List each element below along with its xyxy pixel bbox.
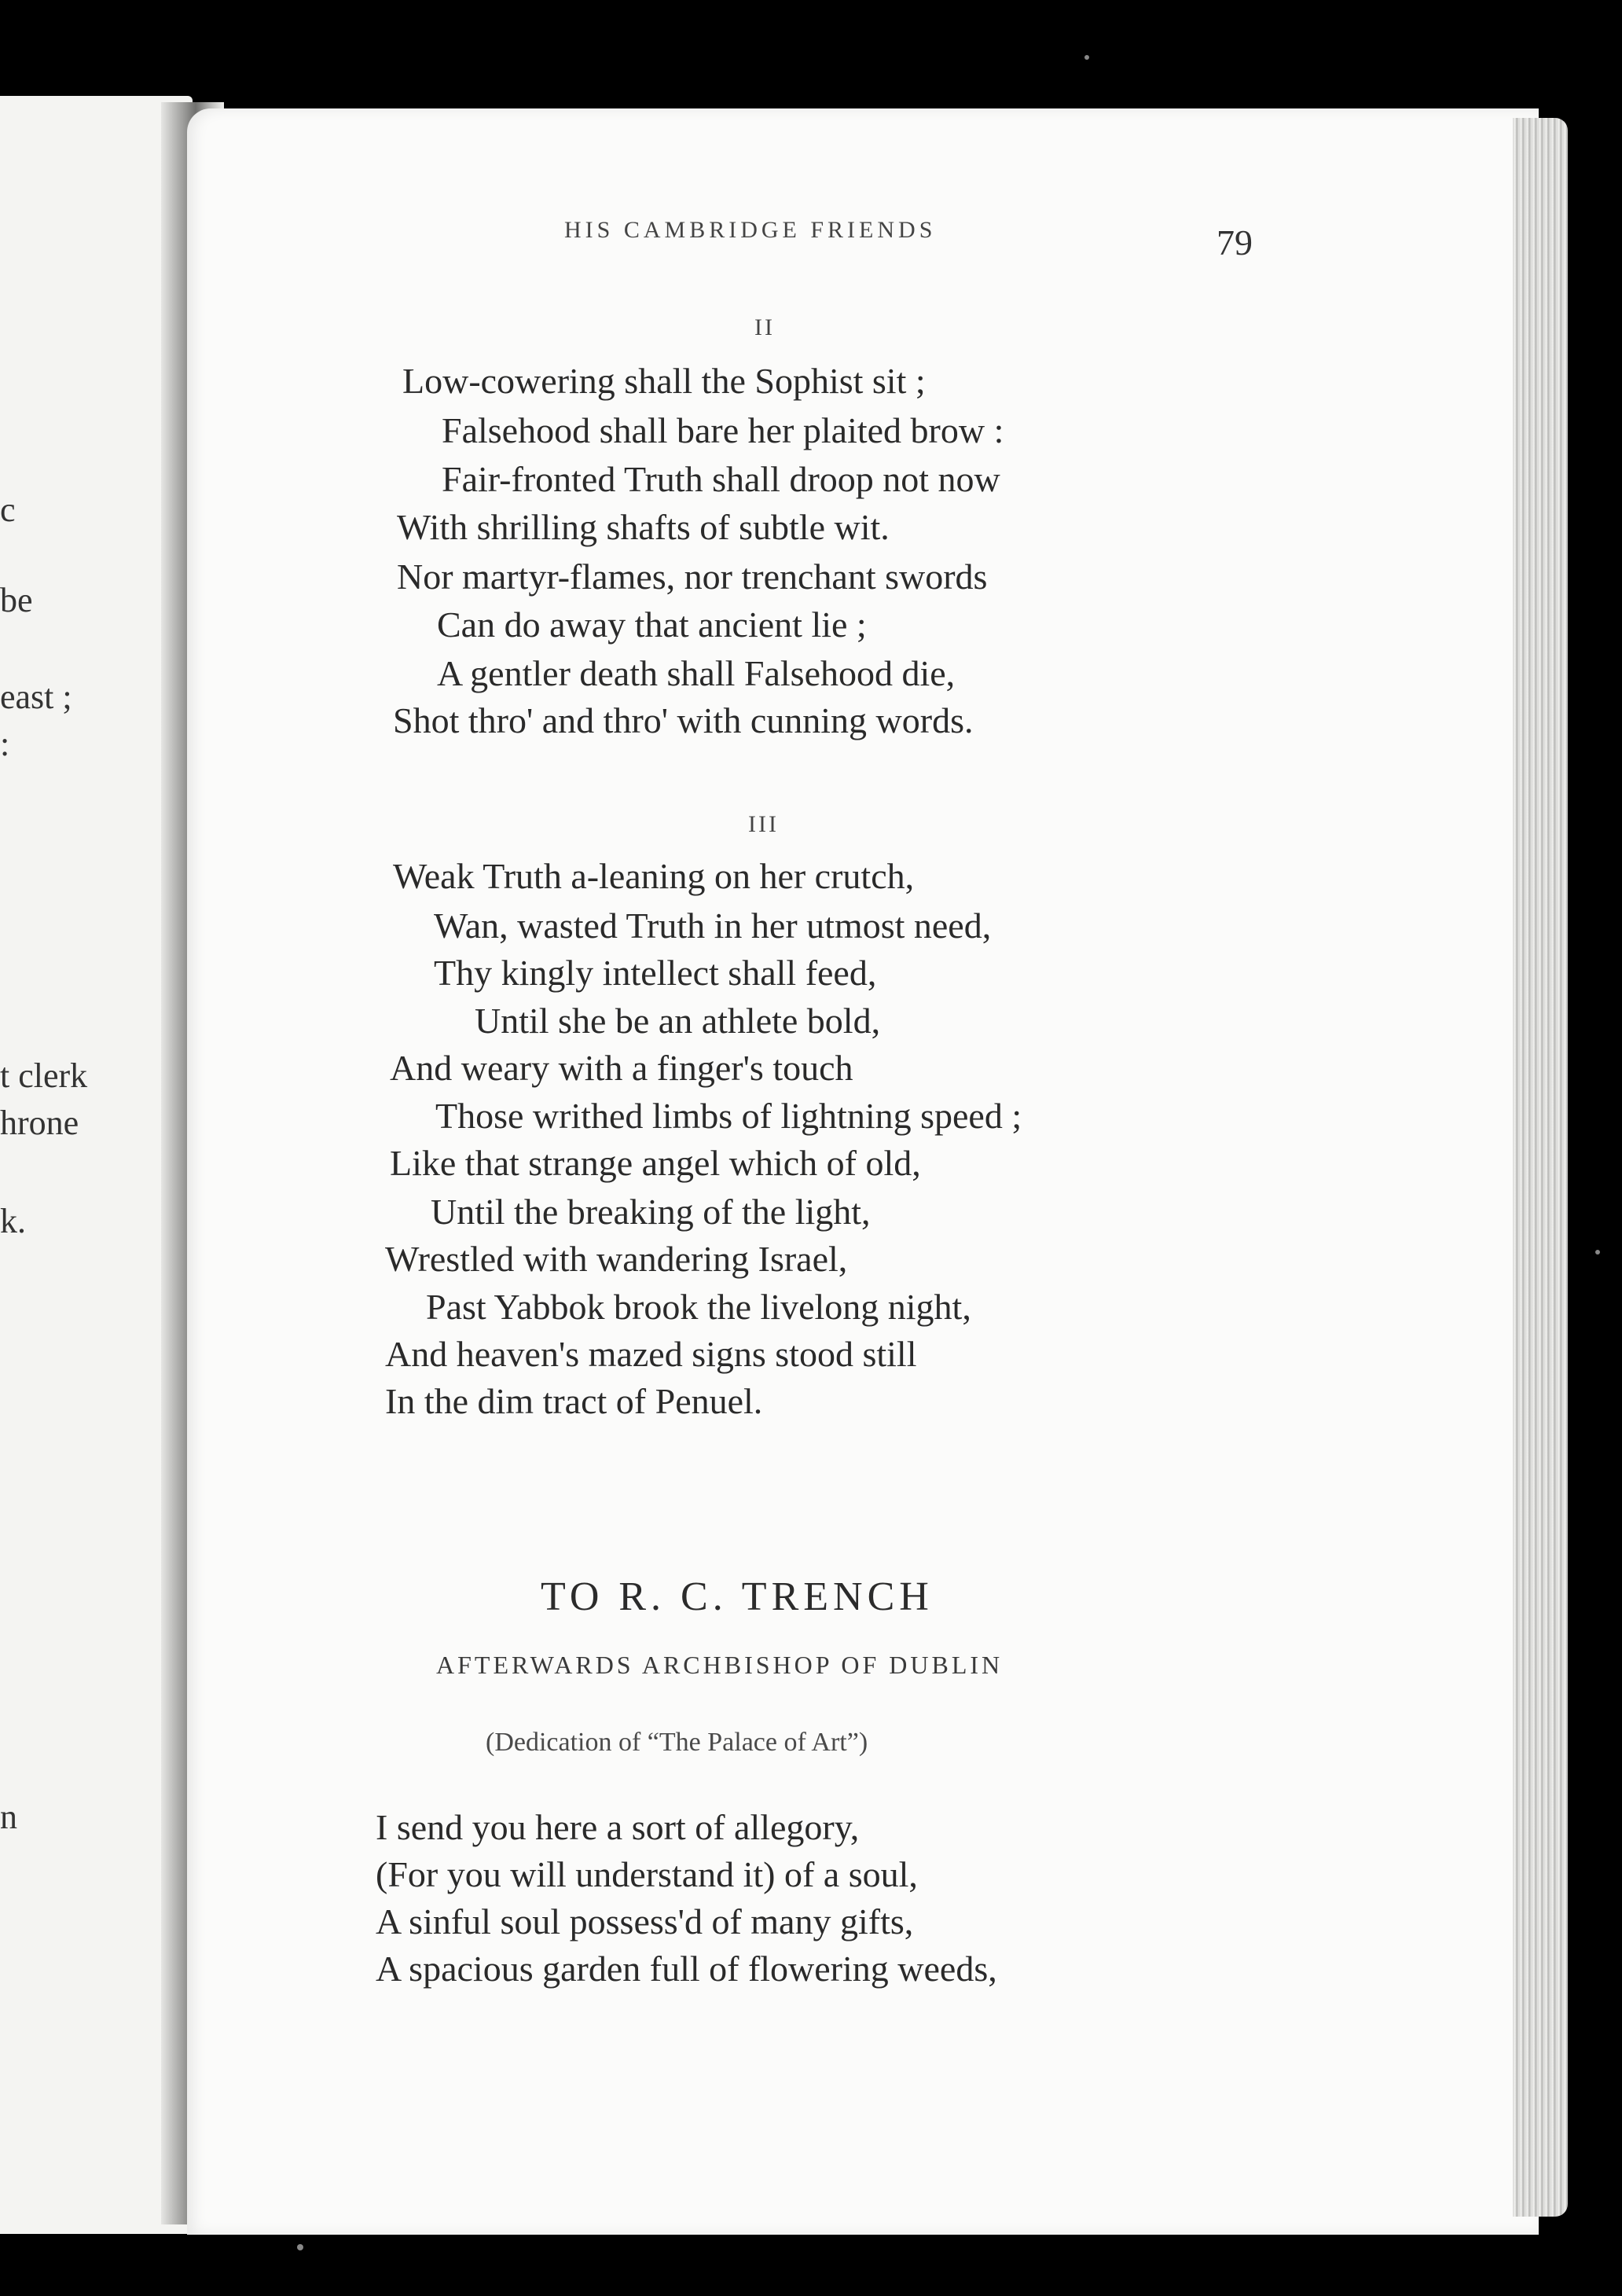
poem-line: (For you will understand it) of a soul, xyxy=(376,1854,918,1894)
poem-line: Thy kingly intellect shall feed, xyxy=(434,953,877,993)
poem-line: Can do away that ancient lie ; xyxy=(437,604,867,645)
scan-speck xyxy=(1595,1250,1600,1255)
poem-line: Nor martyr-flames, nor trenchant swords xyxy=(397,557,988,597)
poem-line: Weak Truth a-leaning on her crutch, xyxy=(393,856,915,896)
poem-line: Shot thro' and thro' with cunning words. xyxy=(393,700,974,740)
facing-page-fragment: k. xyxy=(0,1202,26,1240)
poem-line: With shrilling shafts of subtle wit. xyxy=(397,507,890,547)
poem-line: In the dim tract of Penuel. xyxy=(385,1381,763,1421)
poem-line: Until she be an athlete bold, xyxy=(475,1001,881,1041)
poem-line: Those writhed limbs of lightning speed ; xyxy=(435,1096,1022,1136)
poem-line: Like that strange angel which of old, xyxy=(390,1143,921,1183)
running-head: HIS CAMBRIDGE FRIENDS xyxy=(564,217,937,243)
poem-line: Past Yabbok brook the livelong night, xyxy=(426,1287,971,1327)
poem-title: TO R. C. TRENCH xyxy=(541,1574,934,1619)
poem-line: And heaven's mazed signs stood still xyxy=(385,1334,917,1374)
poem-dedication: (Dedication of “The Palace of Art”) xyxy=(486,1728,868,1757)
page-number: 79 xyxy=(1216,222,1253,263)
poem-line: Fair-fronted Truth shall droop not now xyxy=(442,459,1000,499)
facing-page-fragment: n xyxy=(0,1798,17,1836)
facing-page-fragment: be xyxy=(0,581,33,619)
poem-line: A spacious garden full of flowering weeds, xyxy=(376,1949,997,1989)
poem-line: A gentler death shall Falsehood die, xyxy=(437,653,956,693)
scan-speck xyxy=(297,2244,303,2250)
facing-page-fragment: east ; xyxy=(0,678,72,716)
facing-page-fragment: : xyxy=(0,725,10,763)
poem-line: A sinful soul possess'd of many gifts, xyxy=(376,1901,914,1941)
poem-subtitle: AFTERWARDS ARCHBISHOP OF DUBLIN xyxy=(436,1651,1004,1679)
poem-line: Wan, wasted Truth in her utmost need, xyxy=(434,906,992,946)
poem-line: And weary with a finger's touch xyxy=(390,1048,853,1088)
facing-page-fragment: c xyxy=(0,490,16,529)
poem-line: Wrestled with wandering Israel, xyxy=(385,1239,848,1279)
poem-line: Low-cowering shall the Sophist sit ; xyxy=(402,361,926,401)
poem-line: Until the breaking of the light, xyxy=(431,1192,871,1232)
poem-line: I send you here a sort of allegory, xyxy=(376,1807,860,1847)
facing-page-fragment: t clerk xyxy=(0,1056,88,1095)
section-numeral: II xyxy=(754,314,775,340)
facing-page-fragment: hrone xyxy=(0,1104,79,1142)
scan-speck xyxy=(1084,55,1089,60)
poem-line: Falsehood shall bare her plaited brow : xyxy=(442,410,1004,450)
section-numeral: III xyxy=(748,811,779,837)
